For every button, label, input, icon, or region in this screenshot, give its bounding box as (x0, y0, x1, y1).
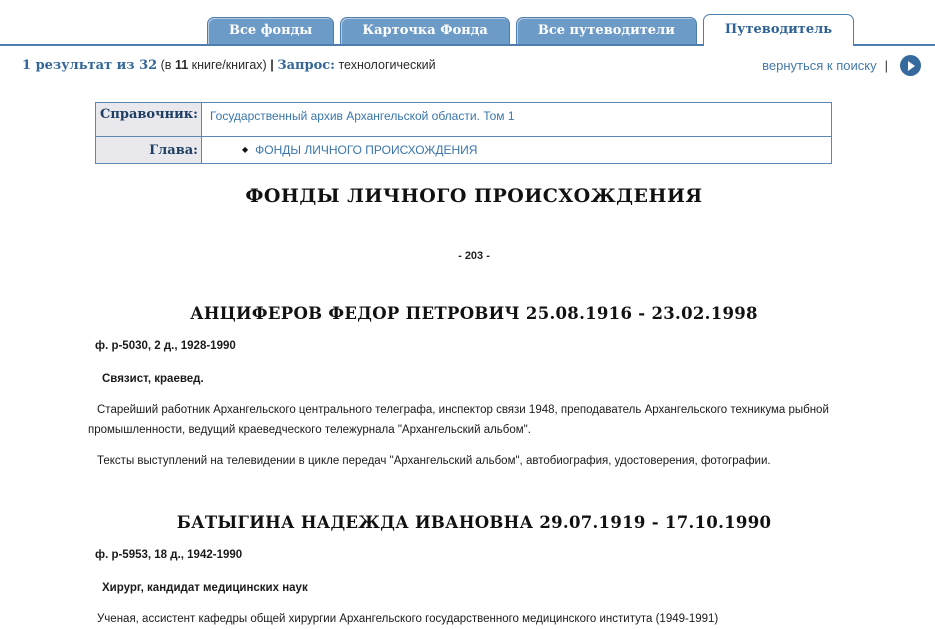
back-separator: | (884, 58, 888, 73)
table-row-guide (96, 103, 832, 137)
tab-label: Все путеводители (537, 23, 675, 38)
tab-label: Путеводитель (724, 22, 833, 37)
chapter-title: ФОНДЫ ЛИЧНОГО ПРОИСХОЖДЕНИЯ (245, 185, 703, 207)
page-header (0, 0, 935, 82)
guide-title-link[interactable]: Государственный архив Архангельской области. Том 1 (209, 109, 515, 123)
biography-paragraph: Ученая, ассистент кафедры общей хирургии Архангельского государственного медицинского института (1949-1991) (97, 613, 719, 625)
main-content (0, 102, 935, 629)
back-to-search-link[interactable]: вернуться к поиску (762, 58, 877, 73)
books-prefix: (в (160, 58, 172, 72)
books-suffix: книге/книгах) (191, 58, 267, 72)
play-icon (908, 61, 915, 71)
entry-heading: БАТЫГИНА НАДЕЖДА ИВАНОВНА 29.07.1919 - 17.10.1990 (176, 513, 772, 532)
fond-entry-antsiferov (88, 304, 860, 471)
results-summary (22, 58, 436, 73)
query-label: Запрос: (277, 58, 335, 73)
entry-heading: АНЦИФЕРОВ ФЕДОР ПЕТРОВИЧ 25.08.1916 - 23.02.1998 (190, 304, 758, 323)
results-actions (762, 55, 921, 76)
books-count: 11 (174, 58, 189, 72)
holdings-paragraph: Тексты выступлений на телевидении в цикле передач "Архангельский альбом", автобиография, удостоверения, фотографии. (97, 455, 771, 467)
biography-paragraph: Старейший работник Архангельского центрального телеграфа, инспектор связи 1948, преподаватель Архангельского техникума рыбной промышленности, ведущий краеведческого тележурнала "Архангельский альбом". (88, 404, 829, 436)
fond-entry-batygina (88, 513, 860, 629)
occupation-line: Связист, краевед. (102, 373, 204, 385)
tab-label: Все фонды (229, 23, 313, 38)
page-number-marker: - 203 - (458, 250, 490, 262)
tab-all-funds[interactable] (207, 17, 334, 44)
query-value: технологический (338, 58, 436, 72)
fund-reference: ф. р-5030, 2 д., 1928-1990 (95, 340, 236, 352)
diamond-bullet-icon: ◆ (241, 145, 249, 154)
results-bar (0, 46, 935, 82)
tab-bar (0, 0, 935, 46)
tab-fund-card[interactable] (340, 17, 510, 44)
row-label-chapter: Глава: (96, 137, 202, 164)
result-count: 1 результат из 32 (22, 58, 158, 73)
occupation-line: Хирург, кандидат медицинских наук (102, 582, 308, 594)
reference-table (95, 102, 832, 164)
row-label-guide: Справочник: (96, 103, 202, 137)
row-value-chapter (201, 137, 831, 164)
guide-document (88, 185, 860, 629)
separator: | (270, 58, 274, 72)
fund-reference: ф. р-5953, 18 д., 1942-1990 (95, 549, 243, 561)
tab-label: Карточка Фонда (362, 23, 488, 38)
table-row-chapter (96, 137, 832, 164)
tab-guide-active[interactable] (703, 14, 854, 46)
row-value-guide (201, 103, 831, 137)
tab-all-guides[interactable] (516, 17, 697, 44)
chapter-link[interactable]: ФОНДЫ ЛИЧНОГО ПРОИСХОЖДЕНИЯ (255, 143, 478, 157)
forward-button[interactable] (900, 55, 921, 76)
